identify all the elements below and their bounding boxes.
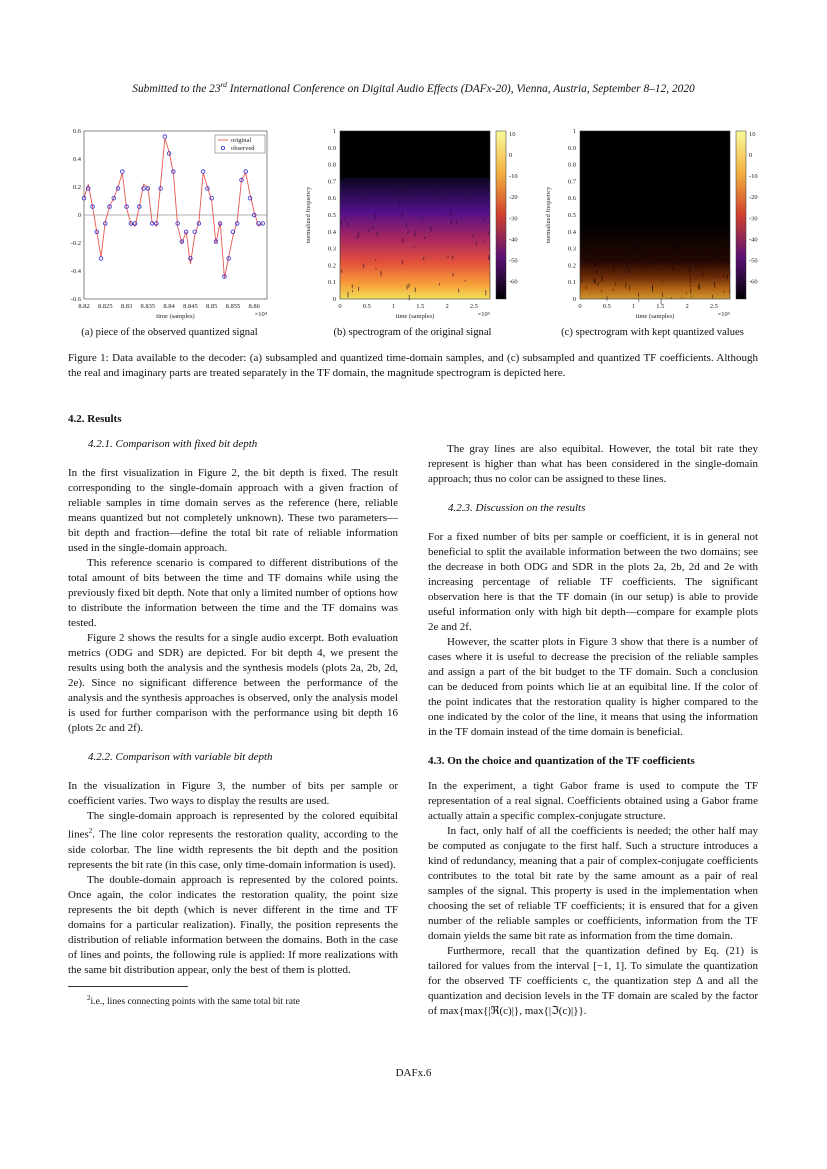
y-tick-label: 0.7: [327, 178, 336, 186]
spectrogram-texture: [419, 216, 420, 217]
spectrogram-texture: [598, 282, 599, 285]
spectrogram-texture: [724, 291, 725, 293]
spectrogram-texture: [679, 224, 680, 226]
y-tick-label: 0.3: [567, 245, 576, 253]
spectrogram-texture: [344, 217, 345, 220]
subsection-heading-variable: 4.2.2. Comparison with variable bit depth: [88, 751, 273, 763]
spectrogram-texture: [701, 250, 702, 253]
spectrogram-texture: [690, 285, 691, 287]
spectrogram-texture: [636, 241, 637, 245]
y-tick-label: 0.8: [567, 161, 576, 169]
spectrogram-texture: [363, 264, 364, 269]
spectrogram-texture: [689, 267, 690, 272]
colorbar-tick-label: 0: [509, 152, 513, 160]
x-tick-label: 0: [338, 303, 342, 310]
spectrogram-texture: [596, 270, 597, 274]
spectrogram-texture: [413, 186, 414, 189]
subsection-heading-fixed: 4.2.1. Comparison with fixed bit depth: [88, 438, 258, 450]
spectrogram-texture: [377, 232, 378, 236]
spectrogram-texture: [484, 240, 485, 241]
x-tick-label: 2.5: [709, 303, 718, 310]
spectrogram-texture: [676, 247, 677, 252]
spectrogram-texture: [710, 227, 711, 230]
y-tick-label: 0: [332, 296, 336, 303]
y-tick-label: 0.3: [327, 245, 336, 253]
spectrogram-texture: [719, 224, 720, 230]
colorbar-tick-label: -40: [749, 236, 758, 244]
time-signal-plot: [62, 125, 277, 320]
spectrogram-texture: [727, 275, 728, 280]
spectrogram-texture: [639, 231, 640, 233]
spectrogram-texture: [408, 284, 409, 288]
spectrogram-texture: [601, 290, 602, 292]
spectrogram-texture: [628, 270, 629, 274]
x-tick-label: 1: [391, 303, 396, 310]
spectrogram-texture: [368, 229, 369, 233]
spectrogram-texture: [622, 225, 623, 231]
x-tick-label: 8.835: [140, 303, 156, 310]
spectrogram-texture: [646, 250, 647, 256]
paragraph: For a fixed number of bits per sample or coefficient, it is in general not beneficial to split the available information between the two domains; see the decrease in both ODG and SDR in the plots 2a, 2b, 2d and 2e with increasing percentage of reliable TF coefficients. The significant observation here is that the TF domain (in our setup) is able to provide useful information only with high bit depth—compare for example plots 2e and 2f.: [428, 531, 758, 633]
caption-a: (a) piece of the observed quantized signal: [81, 327, 258, 338]
x-tick-label: 8.855: [225, 303, 241, 310]
spectrogram-texture: [672, 243, 673, 249]
y-tick-label: 0.2: [72, 184, 81, 191]
spectrogram-texture: [439, 283, 440, 285]
spectrogram-texture: [638, 293, 639, 297]
y-tick-label: 0: [572, 296, 576, 303]
spectrogram-texture: [408, 231, 409, 233]
spectrogram-texture: [596, 263, 597, 265]
spectrogram-texture: [448, 255, 449, 257]
spectrogram-texture: [691, 224, 692, 229]
spectrogram-texture: [678, 244, 679, 249]
x-tick-label: 8.86: [248, 303, 260, 310]
footnote-rule: [68, 986, 188, 987]
spectrogram-texture: [352, 181, 353, 185]
spectrogram-texture: [714, 282, 715, 288]
colorbar-tick-label: -50: [509, 257, 518, 265]
footnote: $^2$i.e., lines connecting points with the same total bit rate: [87, 993, 300, 1007]
spectrogram-texture: [620, 238, 621, 243]
paragraph: Furthermore, recall that the quantization defined by Eq. (21) is tailored for values from the interval [−1, 1]. To simulate the quantization for the observed TF coefficients c, the quantization step Δ and all the quantization and decision levels in the TF domain are scaled by the factor of max{max{|ℜ(c)|}, max{|ℑ(c)|}}.: [428, 945, 758, 1017]
spectrogram-texture: [352, 290, 353, 292]
spectrogram-texture: [611, 246, 612, 247]
colorbar-tick-label: -50: [749, 257, 758, 265]
spectrogram-texture: [681, 297, 682, 298]
x-axis-label: time (samples): [395, 313, 435, 320]
spectrogram-texture: [483, 217, 484, 220]
spectrogram-texture: [430, 227, 431, 232]
figure-panel-c: [540, 125, 765, 320]
spectrogram-energy: [580, 223, 730, 299]
x-exponent: ×10⁴: [254, 311, 267, 318]
spectrogram-texture: [699, 284, 700, 290]
spectrogram-texture: [414, 184, 415, 186]
spectrogram-texture: [356, 236, 357, 239]
caption-b: (b) spectrogram of the original signal: [333, 327, 492, 338]
spectrogram-texture: [341, 270, 342, 273]
spectrogram-texture: [358, 287, 359, 291]
y-tick-label: -0.4: [70, 268, 81, 275]
legend-label-observed: observed: [231, 145, 255, 152]
figure-panel-b: [300, 125, 525, 320]
spectrogram-texture: [590, 235, 591, 238]
spectrogram-texture: [627, 263, 628, 268]
spectrogram-texture: [677, 261, 678, 264]
spectrogram-texture: [581, 278, 582, 282]
spectrogram-texture: [439, 187, 440, 191]
right-column: [428, 442, 758, 1019]
y-tick-label: 0.4: [72, 156, 81, 163]
spectrogram-texture: [627, 234, 628, 239]
y-tick-label: 0.6: [327, 195, 336, 203]
paragraph: The double-domain approach is represented by the colored points. Once again, the color indicates the restoration quality, the point size represents the bit depth (which is never different in the time and TF domains for a particular realization). Finally, the position represents the distribution of reliable information between the domains. Both in the case of lines and points, the following rule is applied: If more realizations with the same bit distribution appear, only the best of them is plotted.: [68, 873, 398, 976]
spectrogram-texture: [690, 274, 691, 276]
spectrogram-texture: [652, 286, 653, 292]
spectrogram-texture: [381, 271, 382, 276]
spectrogram-original: [300, 125, 525, 320]
spectrogram-texture: [386, 182, 387, 186]
y-tick-label: 0.1: [327, 279, 336, 287]
caption-c: (c) spectrogram with kept quantized values: [561, 327, 744, 338]
colorbar: [496, 131, 506, 299]
x-tick-label: 8.84: [163, 303, 175, 310]
spectrogram-texture: [663, 280, 664, 281]
spectrogram-texture: [402, 238, 403, 243]
y-tick-label: 0.4: [567, 228, 576, 236]
spectrogram-texture: [669, 258, 670, 259]
spectrogram-texture: [694, 233, 695, 234]
spectrogram-texture: [601, 277, 602, 278]
spectrogram-texture: [341, 222, 342, 226]
left-column: [68, 412, 398, 1009]
spectrogram-texture: [625, 283, 626, 288]
spectrogram-texture: [635, 245, 636, 251]
spectrogram-texture: [410, 193, 411, 198]
y-tick-label: 0.6: [567, 195, 576, 203]
conference-header: Submitted to the 23rd International Conference on Digital Audio Effects (DAFx-20), Vienna, Austria, September 8–12, 2020: [132, 80, 695, 95]
spectrogram-texture: [424, 237, 425, 239]
colorbar-tick-label: -30: [509, 215, 518, 223]
x-tick-label: 2: [685, 303, 689, 310]
spectrogram-texture: [641, 267, 642, 269]
spectrogram-texture: [678, 234, 679, 236]
spectrogram-texture: [615, 283, 616, 286]
spectrogram-texture: [664, 242, 665, 243]
spectrogram-texture: [402, 260, 403, 264]
spectrogram-texture: [712, 253, 713, 259]
spectrogram-texture: [670, 242, 671, 247]
spectrogram-quantized: [540, 125, 765, 320]
spectrogram-texture: [595, 230, 596, 236]
spectrogram-texture: [682, 238, 683, 244]
spectrogram-texture: [376, 268, 377, 270]
paragraph: In the experiment, a tight Gabor frame is used to compute the TF representation of a real signal. Coefficients obtained using a Gabor frame actually attain a specific complex-conjugate structure.: [428, 780, 758, 822]
x-tick-label: 1.5: [656, 303, 665, 310]
y-tick-label: 0.4: [327, 228, 336, 236]
paragraph: The single-domain approach is represented by the colored equibital lines$^2$. The line color represents the restoration quality, according to the side colorbar. The line width represents the bit depth and the position represents the bit rate (in this case, only time-domain information is used).: [68, 810, 398, 871]
spectrogram-texture: [476, 242, 477, 245]
colorbar-tick-label: -20: [509, 194, 518, 202]
spectrogram-texture: [630, 250, 631, 254]
spectrogram-texture: [434, 188, 435, 191]
x-tick-label: 8.83: [120, 303, 133, 310]
y-tick-label: 1: [572, 128, 576, 135]
y-tick-label: 0.9: [567, 144, 576, 152]
spectrogram-texture: [360, 198, 361, 199]
spectrogram-texture: [646, 266, 647, 268]
spectrogram-texture: [348, 223, 349, 226]
paragraph: In the visualization in Figure 3, the number of bits per sample or coefficient varies. Two ways to display the results are used.: [68, 780, 398, 807]
spectrogram-texture: [621, 279, 622, 280]
spectrogram-texture: [715, 227, 716, 229]
colorbar: [736, 131, 746, 299]
colorbar-tick-label: 0: [749, 152, 753, 160]
spectrogram-texture: [602, 265, 603, 268]
y-tick-label: 0.5: [567, 212, 576, 219]
x-tick-label: 8.82: [78, 303, 90, 310]
x-tick-label: 1.5: [416, 303, 425, 310]
spectrogram-texture: [597, 284, 598, 286]
spectrogram-texture: [414, 231, 415, 236]
y-tick-label: -0.6: [70, 296, 81, 303]
spectrogram-texture: [699, 226, 700, 230]
spectrogram-texture: [660, 233, 661, 238]
x-tick-label: 8.825: [97, 303, 113, 310]
spectrogram-texture: [602, 230, 603, 233]
spectrogram-texture: [398, 200, 399, 204]
spectrogram-texture: [690, 288, 691, 293]
spectrogram-texture: [712, 295, 713, 298]
spectrogram-texture: [458, 289, 459, 293]
spectrogram-texture: [661, 269, 662, 270]
spectrogram-texture: [394, 187, 395, 192]
spectrogram-texture: [414, 246, 415, 248]
spectrogram-texture: [685, 225, 686, 227]
spectrogram-texture: [640, 245, 641, 247]
spectrogram-texture: [352, 186, 353, 188]
colorbar-tick-label: 10: [509, 131, 516, 138]
spectrogram-texture: [698, 285, 699, 289]
x-axis-label: time (samples): [156, 313, 195, 320]
y-tick-label: 0.8: [327, 161, 336, 169]
spectrogram-texture: [594, 264, 595, 267]
x-tick-label: 8.85: [205, 303, 218, 310]
spectrogram-texture: [639, 237, 640, 239]
y-axis-label: normalized frequency: [545, 186, 552, 244]
x-tick-label: 2: [445, 303, 449, 310]
spectrogram-texture: [679, 254, 680, 256]
colorbar-tick-label: -10: [509, 173, 518, 181]
paragraph: The gray lines are also equibital. However, the total bit rate they represent is higher than what has been considered in the single-domain approach; thus no color can be assigned to these lines.: [428, 443, 758, 485]
spectrogram-texture: [718, 255, 719, 259]
spectrogram-texture: [613, 266, 614, 270]
y-tick-label: 1: [332, 128, 336, 135]
spectrogram-texture: [589, 248, 590, 250]
spectrogram-texture: [423, 257, 424, 260]
spectrogram-texture: [595, 279, 596, 284]
spectrogram-texture: [406, 187, 407, 193]
spectrogram-texture: [408, 189, 409, 190]
figure-caption: Figure 1: Data available to the decoder: (a) subsampled and quantized time-domain samples, and (c) subsampled and quantized TF coefficients. Although the real and imaginary parts are treated separately in the TF domain, the magnitude spectrogram is depicted here.: [68, 352, 758, 379]
legend-label-original: original: [231, 137, 252, 144]
spectrogram-texture: [618, 227, 619, 230]
section-heading-results: 4.2. Results: [68, 413, 122, 425]
paragraph: In fact, only half of all the coefficients is needed; the other half may be computed as conjugate to the first half. Such a structure introduces a kind of redundancy, meaning that a pair of complex-conjugate coefficients contributes to the total bit rate by the same amount as a pair of real samples of the signal. This property is used in the implementation when choosing the set of reliable TF coefficients; it is ensured that for a given number of the reliable samples or coefficients, information from the TF domain yields the same bit rate as information from the time domain.: [428, 825, 758, 942]
x-tick-label: 1: [631, 303, 636, 310]
colorbar-tick-label: -60: [749, 278, 758, 286]
x-tick-label: 0.5: [602, 303, 611, 310]
y-tick-label: 0: [77, 212, 81, 219]
spectrogram-texture: [442, 198, 443, 200]
spectrogram-texture: [452, 255, 453, 259]
spectrogram-texture: [473, 235, 474, 237]
spectrogram-texture: [629, 285, 630, 290]
spectrogram-texture: [348, 292, 349, 298]
spectrogram-texture: [488, 232, 489, 234]
spectrogram-texture: [438, 194, 439, 196]
spectrogram-texture: [441, 212, 442, 214]
colorbar-tick-label: -20: [749, 194, 758, 202]
spectrogram-texture: [662, 293, 663, 297]
spectrogram-texture: [724, 243, 725, 248]
spectrogram-texture: [714, 276, 715, 277]
spectrogram-texture: [663, 237, 664, 238]
spectrogram-texture: [451, 219, 452, 225]
y-tick-label: 0.2: [567, 262, 576, 270]
colorbar-tick-label: 10: [749, 131, 756, 138]
spectrogram-texture: [485, 290, 486, 295]
spectrogram-texture: [640, 256, 641, 258]
paragraph: In the first visualization in Figure 2, the bit depth is fixed. The result corresponding to the single-domain approach with a given fraction of reliable samples in time domain serves as the reference (here, reliable means quantized but not completely unknown). These two parameters—bit depth and fraction—define the total bit rate of reliable information used in the single-domain approach.: [68, 467, 398, 554]
spectrogram-texture: [474, 210, 475, 211]
colorbar-tick-label: -40: [509, 236, 518, 244]
spectrogram-texture: [465, 198, 466, 199]
spectrogram-texture: [375, 259, 376, 261]
spectrogram-texture: [673, 267, 674, 271]
spectrogram-texture: [657, 230, 658, 235]
spectrogram-texture: [593, 225, 594, 227]
y-tick-label: 0.1: [567, 279, 576, 287]
spectrogram-texture: [352, 284, 353, 288]
spectrogram-texture: [590, 265, 591, 267]
paragraph: However, the scatter plots in Figure 3 show that there is a number of cases where it is useful to decrease the precision of the reliable samples and assign a part of the bit budget to the TF domain. Such a conclusion can be deduced from points which lie at an equibital line. If the color of the point indicates that the restoration quality is higher compared to the one indicated by the color of the line, it means that using the information in the TF domain instead of the time domain is beneficial.: [428, 636, 758, 738]
x-tick-label: 8.845: [183, 303, 198, 310]
spectrogram-texture: [697, 252, 698, 256]
spectrogram-texture: [711, 226, 712, 230]
y-tick-label: -0.2: [70, 240, 81, 247]
spectrogram-texture: [489, 258, 490, 260]
colorbar-tick-label: -10: [749, 173, 758, 181]
spectrogram-texture: [358, 232, 359, 238]
spectrogram-texture: [372, 226, 373, 230]
x-axis-label: time (samples): [635, 313, 675, 320]
spectrogram-texture: [671, 236, 672, 240]
y-tick-label: 0.9: [327, 144, 336, 152]
spectrogram-texture: [594, 278, 595, 282]
spectrogram-texture: [453, 273, 454, 277]
spectrogram-texture: [723, 275, 724, 277]
y-tick-label: 0.5: [327, 212, 336, 219]
spectrogram-texture: [696, 265, 697, 268]
spectrogram-texture: [375, 214, 376, 219]
x-tick-label: 0: [578, 303, 582, 310]
y-tick-label: 0.2: [327, 262, 336, 270]
y-tick-label: 0.6: [72, 128, 81, 135]
spectrogram-texture: [451, 210, 452, 216]
spectrogram-texture: [607, 237, 608, 241]
subsection-heading-discussion: 4.2.3. Discussion on the results: [448, 502, 586, 514]
spectrogram-texture: [602, 276, 603, 282]
spectrogram-texture: [690, 278, 691, 283]
spectrogram-texture: [422, 218, 423, 220]
spectrogram-texture: [686, 292, 687, 294]
colorbar-tick-label: -30: [749, 215, 758, 223]
x-tick-label: 0.5: [362, 303, 371, 310]
colorbar-tick-label: -60: [509, 278, 518, 286]
section-heading-choice: 4.3. On the choice and quantization of the TF coefficients: [428, 755, 695, 767]
spectrogram-texture: [586, 286, 587, 289]
spectrogram-texture: [619, 226, 620, 231]
x-tick-label: 2.5: [469, 303, 478, 310]
spectrogram-texture: [406, 224, 407, 228]
paragraph: Figure 2 shows the results for a single audio excerpt. Both evaluation metrics (ODG and SDR) are depicted. For bit depth 4, we present the results using both the analysis and the synthesis models (plots 2a, 2b, 2d, 2e). Since no significant difference between the performance of the analysis and the synthesis approaches is observed, only the analysis model is used for further comparison with the performance using bit depth 16 (plots 2c and 2f).: [68, 632, 398, 734]
spectrogram-texture: [691, 296, 692, 297]
figure-panel-a: [62, 125, 277, 320]
x-exponent: ×10⁵: [717, 311, 730, 318]
spectrogram-texture: [638, 298, 639, 302]
spectrogram-texture: [465, 280, 466, 282]
spectrogram-texture: [703, 273, 704, 276]
spectrogram-texture: [671, 297, 672, 298]
spectrogram-texture: [607, 296, 608, 300]
spectrogram-texture: [701, 267, 702, 269]
y-axis-label: normalized frequency: [305, 186, 312, 244]
spectrogram-texture: [409, 295, 410, 300]
x-exponent: ×10⁵: [477, 311, 490, 318]
spectrogram-energy: [340, 178, 490, 299]
spectrogram-texture: [456, 221, 457, 224]
spectrogram-texture: [728, 239, 729, 241]
y-tick-label: 0.7: [567, 178, 576, 186]
paragraph: This reference scenario is compared to different distributions of the total amount of bits between the time and TF domains while using the previously fixed bit depth. Note that only a limited number of options how to distribute the information between the time and the TF domains was tested.: [68, 557, 398, 629]
spectrogram-texture: [407, 285, 408, 290]
spectrogram-texture: [402, 212, 403, 217]
spectrogram-texture: [696, 226, 697, 229]
spectrogram-texture: [652, 261, 653, 266]
spectrogram-texture: [613, 289, 614, 291]
spectrogram-texture: [415, 288, 416, 292]
page-number: DAFx.6: [395, 1067, 432, 1079]
